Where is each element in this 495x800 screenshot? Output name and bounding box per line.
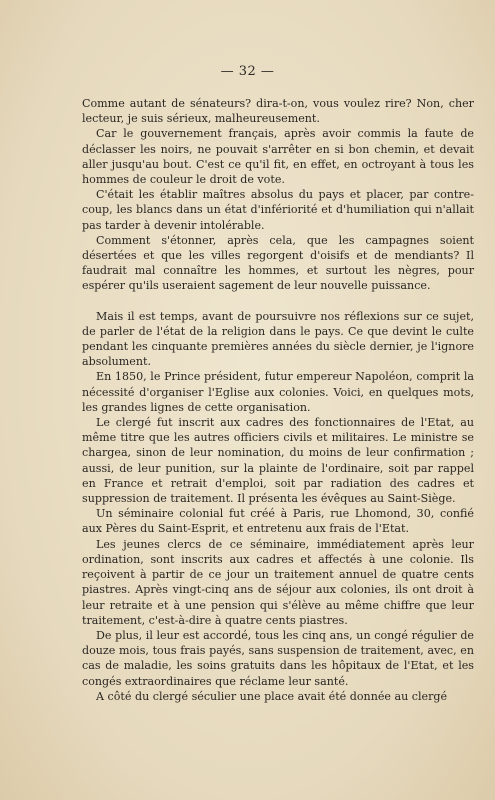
paragraph-7: Le clergé fut inscrit aux cadres des fonctionnaires de l'Etat, au même titre que les autres officiers civils et militaires. Le ministre se chargea, sinon de leur nomination, du moins de leur confirmation ; aussi, de leur punition, sur la plainte de l'ordinaire, soit par rappel en France et retrait d'emploi, soit par radiation des cadres et suppression de traitement. Il présenta les évêques au Saint-Siège. [82,416,474,506]
paragraph-4: Comment s'étonner, après cela, que les campagnes soient désertées et que les villes regorgent d'oisifs et de mendiants? Il faudrait mal connaître les hommes, et surtout les nègres, pour espérer qu'ils useraient sagement de leur nouvelle puissance. [82,233,474,293]
body-text [82,96,474,704]
page-number: — 32 — [220,64,275,79]
paragraph-3: C'était les établir maîtres absolus du pays et placer, par contre-coup, les blancs dans un état d'infériorité et d'humiliation qui n'allait pas tarder à devenir intolérable. [82,188,474,232]
paragraph-2: Car le gouvernement français, après avoir commis la faute de déclasser les noirs, ne pouvait s'arrêter en si bon chemin, et devait aller jusqu'au bout. C'est ce qu'il fit, en effet, en octroyant à tous les hommes de couleur le droit de vote. [82,127,474,187]
paragraph-8: Un séminaire colonial fut créé à Paris, rue Lhomond, 30, confié aux Pères du Saint-Esprit, et entretenu aux frais de l'Etat. [82,507,474,536]
paragraph-1: Comme autant de sénateurs? dira-t-on, vous voulez rire? Non, cher lecteur, je suis sérieux, malheureusement. [82,97,474,126]
paragraph-6: En 1850, le Prince président, futur empereur Napoléon, comprit la nécessité d'organiser l'Eglise aux colonies. Voici, en quelques mots, les grandes lignes de cette organisation. [82,370,474,414]
paragraph-9: Les jeunes clercs de ce séminaire, immédiatement après leur ordination, sont inscrits aux cadres et affectés à une colonie. Ils reçoivent à partir de ce jour un traitement annuel de quatre cents piastres. Après vingt-cinq ans de séjour aux colonies, ils ont droit à leur retraite et à une pension qui s'élève au même chiffre que leur traitement, c'est-à-dire à quatre cents piastres. [82,537,474,627]
paragraph-11: A côté du clergé séculier une place avait été donnée au clergé [96,689,448,703]
paragraph-10: De plus, il leur est accordé, tous les cinq ans, un congé régulier de douze mois, tous frais payés, sans suspension de traitement, avec, en cas de maladie, les soins gratuits dans les hôpitaux de l'Etat, et les congés extraordinaires que réclame leur santé. [82,628,474,688]
paragraph-5: Mais il est temps, avant de poursuivre nos réflexions sur ce sujet, de parler de l'état de la religion dans le pays. Ce que devint le culte pendant les cinquante premières années du siècle dernier, je l'ignore absolument. [82,309,474,369]
